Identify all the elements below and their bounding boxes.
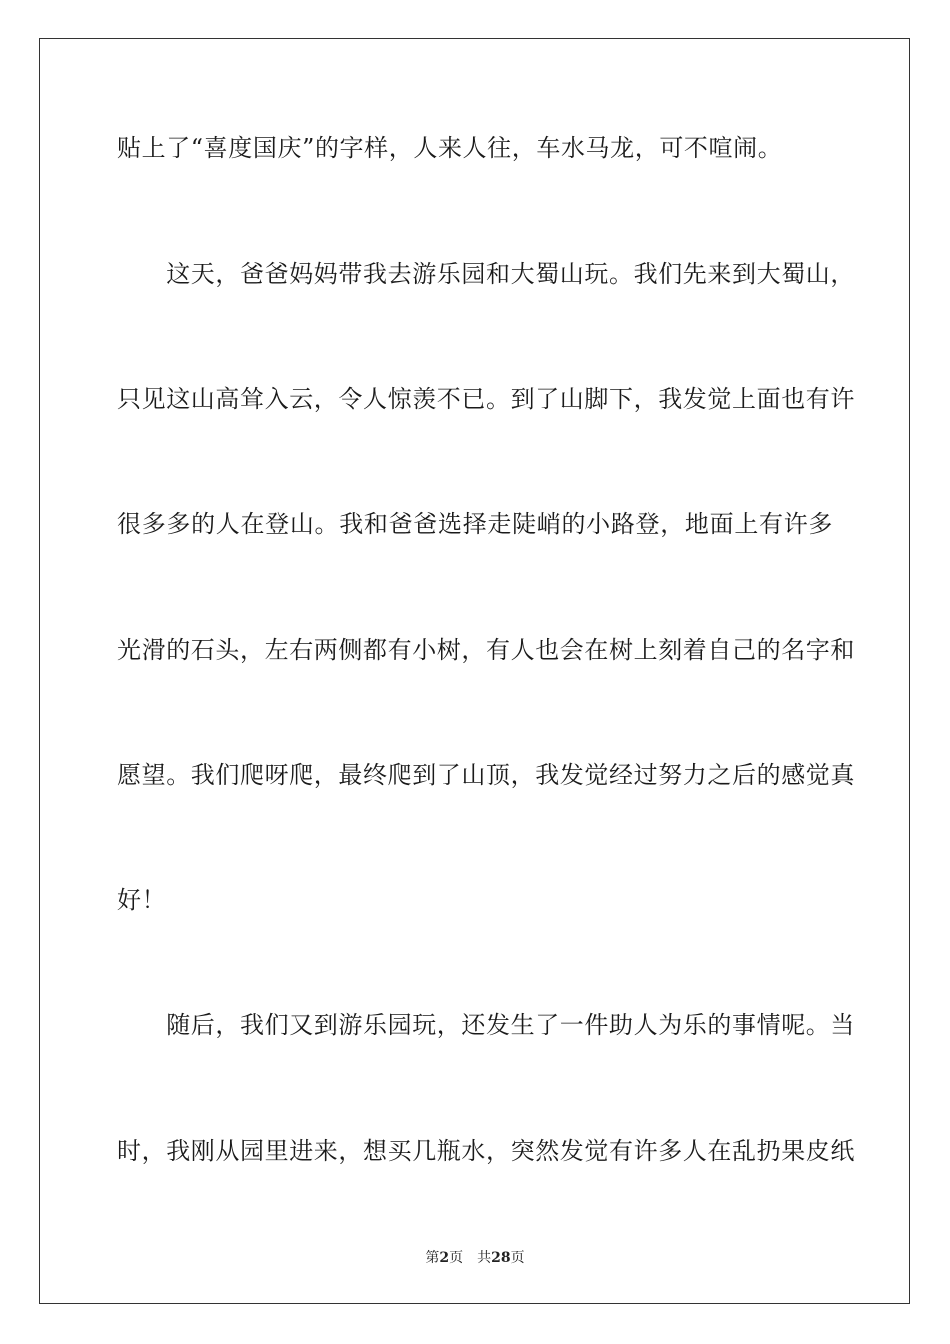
text-line-6: 愿望。我们爬呀爬，最终爬到了山顶，我发觉经过努力之后的感觉真 xyxy=(117,761,855,789)
total-suffix: 页 xyxy=(510,1250,525,1266)
page-number: 2 xyxy=(439,1250,450,1266)
total-pages: 28 xyxy=(491,1250,511,1266)
text-line-1: 贴上了“喜度国庆”的字样，人来人往，车水马龙，可不喧闹。 xyxy=(117,134,783,162)
page-prefix: 第 xyxy=(425,1250,440,1266)
text-line-9: 时，我刚从园里进来，想买几瓶水，突然发觉有许多人在乱扔果皮纸 xyxy=(117,1137,855,1165)
page-footer xyxy=(0,1249,950,1267)
text-line-8: 随后，我们又到游乐园玩，还发生了一件助人为乐的事情呢。当 xyxy=(117,1011,855,1039)
page-border xyxy=(39,38,910,1304)
text-line-2: 这天，爸爸妈妈带我去游乐园和大蜀山玩。我们先来到大蜀山， xyxy=(117,260,855,288)
text-line-5: 光滑的石头，左右两侧都有小树，有人也会在树上刻着自己的名字和 xyxy=(117,636,855,664)
text-line-4: 很多多的人在登山。我和爸爸选择走陡峭的小路登，地面上有许多 xyxy=(117,510,833,538)
text-line-3: 只见这山高耸入云，令人惊羡不已。到了山脚下，我发觉上面也有许 xyxy=(117,385,855,413)
total-prefix: 共 xyxy=(477,1250,492,1266)
page-suffix: 页 xyxy=(449,1250,464,1266)
text-line-7: 好！ xyxy=(117,886,167,914)
